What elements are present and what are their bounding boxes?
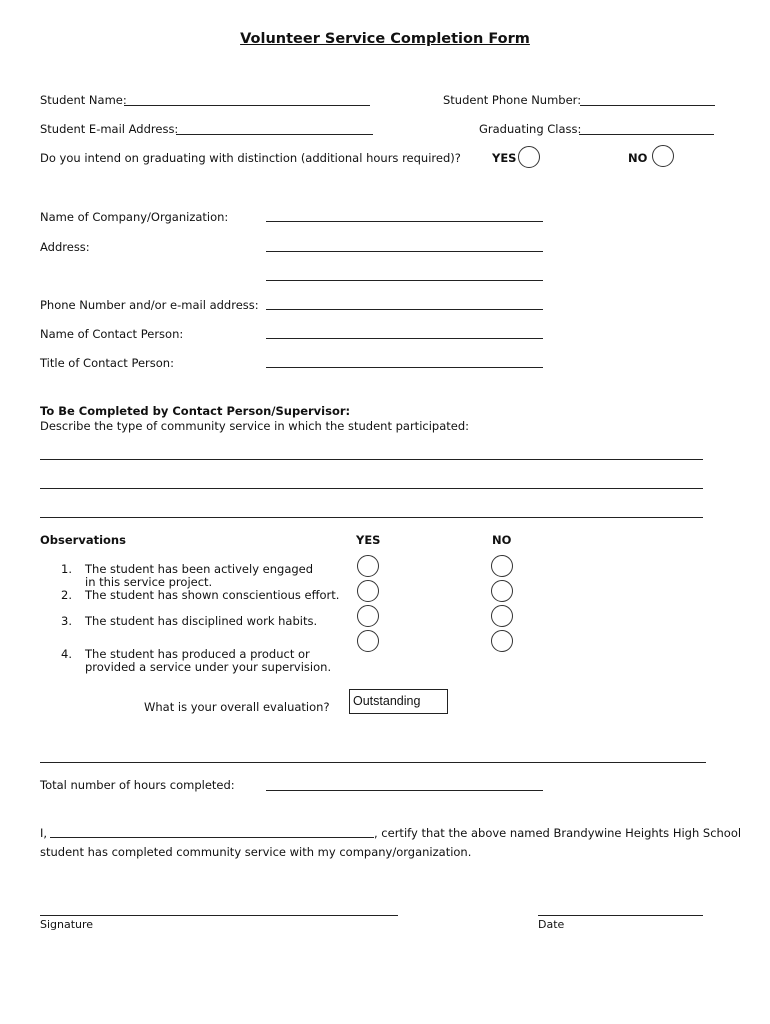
- student-email-field[interactable]: [176, 134, 373, 135]
- observation-1-yes-radio[interactable]: [357, 555, 379, 577]
- certification-prefix: I,: [40, 826, 48, 840]
- certification-suffix: , certify that the above named Brandywine Heights High School: [374, 826, 742, 840]
- contact-person-label: Name of Contact Person:: [40, 327, 184, 341]
- contact-title-label: Title of Contact Person:: [40, 356, 174, 370]
- observation-3-yes-radio[interactable]: [357, 605, 379, 627]
- contact-title-field[interactable]: [266, 367, 543, 368]
- supervisor-heading: To Be Completed by Contact Person/Supervisor:: [40, 404, 351, 418]
- observation-2-no-radio[interactable]: [491, 580, 513, 602]
- signature-field[interactable]: [40, 915, 398, 916]
- describe-prompt: Describe the type of community service in which the student participated:: [40, 419, 470, 433]
- phone-email-label: Phone Number and/or e-mail address:: [40, 298, 259, 312]
- graduating-class-label: Graduating Class:: [479, 122, 582, 136]
- evaluation-select[interactable]: Outstanding: [349, 689, 448, 714]
- date-field[interactable]: [538, 915, 703, 916]
- signature-label: Signature: [40, 918, 94, 931]
- observation-3-number: 3.: [61, 614, 72, 628]
- observation-4-text: The student has produced a product or: [85, 647, 310, 661]
- certification-line-2: student has completed community service with my company/organization.: [40, 845, 472, 859]
- total-hours-field[interactable]: [266, 790, 543, 791]
- distinction-yes-label: YES: [492, 151, 517, 165]
- observation-2-number: 2.: [61, 588, 72, 602]
- student-email-label: Student E-mail Address:: [40, 122, 179, 136]
- observation-1-number: 1.: [61, 562, 72, 576]
- observation-4-no-radio[interactable]: [491, 630, 513, 652]
- student-name-label: Student Name:: [40, 93, 127, 107]
- total-hours-label: Total number of hours completed:: [40, 778, 235, 792]
- student-name-field[interactable]: [124, 105, 370, 106]
- student-phone-field[interactable]: [580, 105, 715, 106]
- graduating-class-field[interactable]: [579, 134, 714, 135]
- distinction-no-label: NO: [628, 151, 648, 165]
- evaluation-question: What is your overall evaluation?: [144, 700, 330, 714]
- description-line-2[interactable]: [40, 488, 703, 489]
- address-field-line1[interactable]: [266, 251, 543, 252]
- observation-1-text: The student has been actively engaged: [85, 562, 314, 576]
- observation-4-number: 4.: [61, 647, 72, 661]
- form-title: Volunteer Service Completion Form: [240, 31, 530, 47]
- description-line-3[interactable]: [40, 517, 703, 518]
- company-name-field[interactable]: [266, 221, 543, 222]
- phone-email-field[interactable]: [266, 309, 543, 310]
- distinction-yes-radio[interactable]: [518, 146, 540, 168]
- contact-person-field[interactable]: [266, 338, 543, 339]
- distinction-question: Do you intend on graduating with distinction (additional hours required)?: [40, 151, 461, 165]
- observation-2-yes-radio[interactable]: [357, 580, 379, 602]
- observation-2-text: The student has shown conscientious effort.: [85, 588, 340, 602]
- date-label: Date: [538, 918, 565, 931]
- description-line-1[interactable]: [40, 459, 703, 460]
- observation-3-text: The student has disciplined work habits.: [85, 614, 318, 628]
- observation-4-text-cont: provided a service under your supervision.: [85, 660, 332, 674]
- observations-no-header: NO: [492, 533, 512, 547]
- observations-yes-header: YES: [356, 533, 381, 547]
- observation-1-no-radio[interactable]: [491, 555, 513, 577]
- divider-line: [40, 762, 706, 763]
- company-name-label: Name of Company/Organization:: [40, 210, 229, 224]
- distinction-no-radio[interactable]: [652, 145, 674, 167]
- address-label: Address:: [40, 240, 90, 254]
- student-phone-label: Student Phone Number:: [443, 93, 582, 107]
- address-field-line2[interactable]: [266, 280, 543, 281]
- observation-1-text-cont: in this service project.: [85, 575, 213, 589]
- observation-3-no-radio[interactable]: [491, 605, 513, 627]
- observations-heading: Observations: [40, 533, 126, 547]
- observation-4-yes-radio[interactable]: [357, 630, 379, 652]
- certifier-name-field[interactable]: [50, 837, 374, 838]
